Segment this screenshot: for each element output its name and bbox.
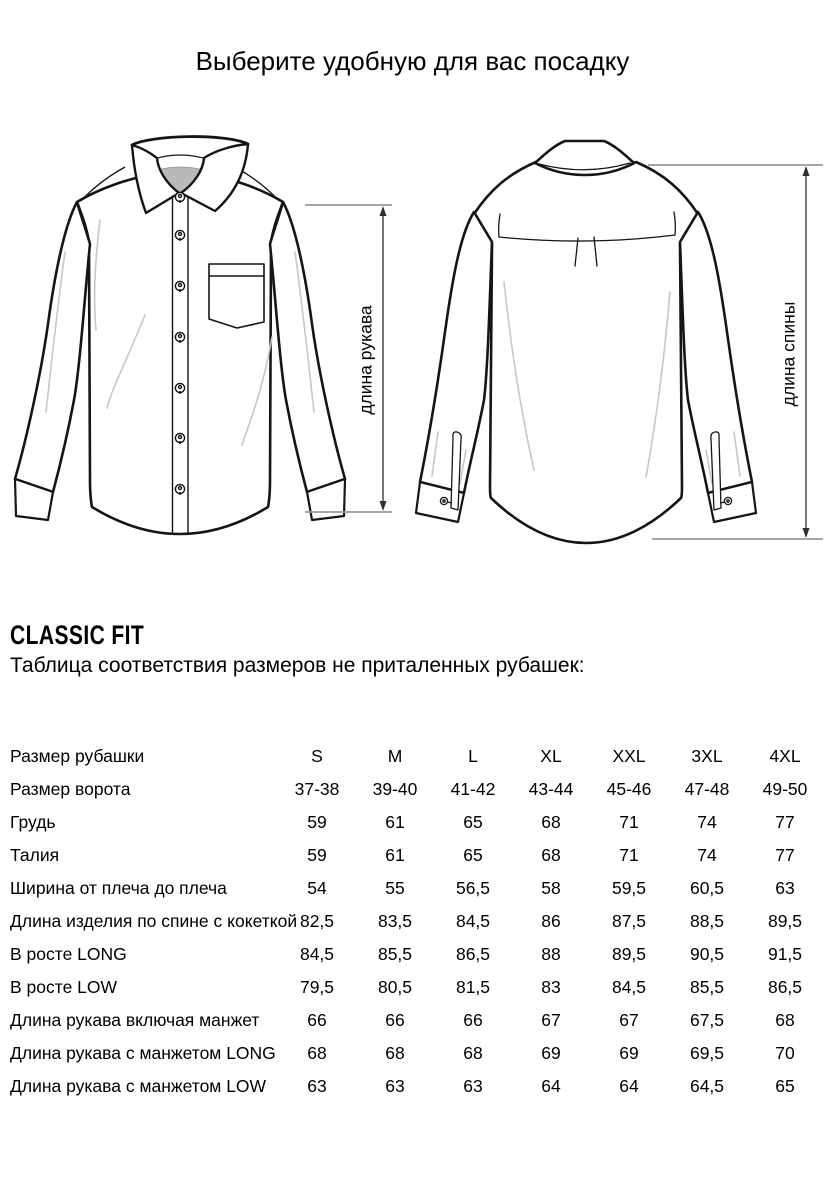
size-value-cell: 61 [385, 812, 405, 832]
size-value-cell: 66 [385, 1010, 405, 1030]
table-row [10, 839, 824, 872]
size-value-cell: XXL [612, 746, 646, 766]
size-value-cell: 67,5 [689, 1010, 725, 1030]
row-label: Размер рубашки [10, 746, 145, 766]
size-value-cell: 69,5 [689, 1043, 725, 1063]
size-value-cell: 83,5 [377, 911, 413, 931]
size-value-cell: 67 [619, 1010, 639, 1030]
size-value-cell: 89,5 [611, 944, 647, 964]
size-value-cell: 67 [541, 1010, 561, 1030]
size-value-cell: 87,5 [611, 911, 647, 931]
table-row [10, 938, 824, 971]
sleeve-length-label: длина рукава [355, 305, 376, 415]
size-value-cell: 69 [541, 1043, 561, 1063]
size-value-cell: 37-38 [294, 779, 340, 799]
fit-heading: CLASSIC FIT [10, 620, 145, 650]
row-label: Ширина от плеча до плеча [10, 878, 227, 898]
back-length-label: длина спины [778, 301, 799, 407]
page-title: Выберите удобную для вас посадку [195, 46, 630, 76]
size-value-cell: 64 [619, 1076, 639, 1096]
table-row [10, 773, 824, 806]
size-value-cell: 79,5 [299, 977, 335, 997]
table-row [10, 806, 824, 839]
size-value-cell: 68 [307, 1043, 327, 1063]
size-value-cell: 41-42 [450, 779, 496, 799]
size-value-cell: S [311, 746, 323, 766]
size-value-cell: 65 [463, 845, 483, 865]
size-value-cell: 83 [541, 977, 561, 997]
size-value-cell: 71 [619, 845, 639, 865]
size-table [10, 740, 824, 1103]
size-value-cell: 45-46 [606, 779, 652, 799]
size-value-cell: 63 [385, 1076, 405, 1096]
size-value-cell: 74 [697, 812, 717, 832]
size-value-cell: 85,5 [377, 944, 413, 964]
size-value-cell: 61 [385, 845, 405, 865]
size-value-cell: 59 [307, 812, 327, 832]
size-value-cell: 81,5 [455, 977, 491, 997]
size-value-cell: 77 [775, 845, 795, 865]
size-value-cell: 59 [307, 845, 327, 865]
size-value-cell: 43-44 [528, 779, 574, 799]
table-row [10, 1004, 824, 1037]
size-value-cell: L [468, 746, 478, 766]
size-value-cell: 60,5 [689, 878, 725, 898]
table-row [10, 1070, 824, 1103]
size-value-cell: 58 [541, 878, 561, 898]
table-row [10, 905, 824, 938]
row-label: Талия [10, 845, 60, 865]
size-value-cell: 88,5 [689, 911, 725, 931]
row-label: Длина изделия по спине с кокеткой [10, 911, 298, 931]
size-value-cell: 63 [307, 1076, 327, 1096]
row-label: Длина рукава включая манжет [10, 1010, 260, 1030]
size-value-cell: 66 [463, 1010, 483, 1030]
size-value-cell: 63 [775, 878, 795, 898]
size-value-cell: 68 [463, 1043, 483, 1063]
size-value-cell: 91,5 [767, 944, 803, 964]
size-value-cell: 86,5 [767, 977, 803, 997]
row-label: Длина рукава с манжетом LOW [10, 1076, 267, 1096]
size-value-cell: 74 [697, 845, 717, 865]
size-value-cell: 68 [541, 845, 561, 865]
size-value-cell: M [387, 746, 403, 766]
size-value-cell: 64,5 [689, 1076, 725, 1096]
size-value-cell: 84,5 [611, 977, 647, 997]
table-row [10, 1037, 824, 1070]
row-label: В росте LONG [10, 944, 127, 964]
size-value-cell: 71 [619, 812, 639, 832]
size-value-cell: 89,5 [767, 911, 803, 931]
fit-subheading: Таблица соответствия размеров не приталенных рубашек: [10, 654, 585, 677]
size-value-cell: 66 [307, 1010, 327, 1030]
size-value-cell: 64 [541, 1076, 561, 1096]
size-value-cell: 69 [619, 1043, 639, 1063]
size-value-cell: 84,5 [455, 911, 491, 931]
row-label: В росте LOW [10, 977, 118, 997]
size-value-cell: 39-40 [372, 779, 418, 799]
size-value-cell: 65 [463, 812, 483, 832]
size-value-cell: 86 [541, 911, 561, 931]
size-value-cell: 82,5 [299, 911, 335, 931]
size-value-cell: 65 [775, 1076, 795, 1096]
table-row [10, 872, 824, 905]
size-value-cell: 56,5 [455, 878, 491, 898]
row-label: Длина рукава с манжетом LONG [10, 1043, 276, 1063]
size-value-cell: XL [540, 746, 562, 766]
size-value-cell: 55 [385, 878, 405, 898]
size-value-cell: 77 [775, 812, 795, 832]
size-value-cell: 70 [775, 1043, 795, 1063]
size-value-cell: 47-48 [684, 779, 730, 799]
table-row [10, 740, 824, 773]
size-value-cell: 85,5 [689, 977, 725, 997]
size-value-cell: 63 [463, 1076, 483, 1096]
size-value-cell: 86,5 [455, 944, 491, 964]
size-value-cell: 4XL [769, 746, 801, 766]
size-value-cell: 68 [541, 812, 561, 832]
size-value-cell: 84,5 [299, 944, 335, 964]
size-value-cell: 59,5 [611, 878, 647, 898]
size-value-cell: 68 [385, 1043, 405, 1063]
row-label: Размер ворота [10, 779, 131, 799]
size-value-cell: 3XL [691, 746, 723, 766]
size-value-cell: 54 [307, 878, 327, 898]
table-row [10, 971, 824, 1004]
size-value-cell: 49-50 [762, 779, 808, 799]
size-value-cell: 80,5 [377, 977, 413, 997]
size-value-cell: 90,5 [689, 944, 725, 964]
size-value-cell: 88 [541, 944, 561, 964]
sleeve-length-dimension [300, 198, 400, 520]
size-value-cell: 68 [775, 1010, 795, 1030]
row-label: Грудь [10, 812, 56, 832]
